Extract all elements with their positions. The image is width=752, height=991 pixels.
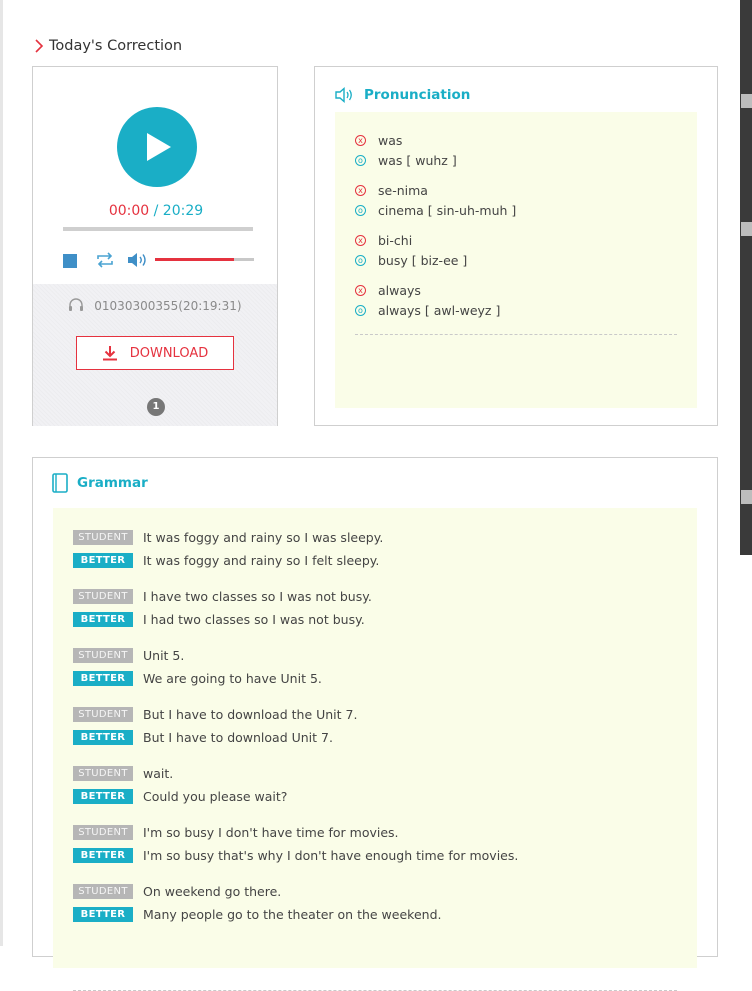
better-badge: BETTER — [73, 671, 133, 686]
mispronounced-row — [355, 230, 677, 250]
mispronounced-word: always — [378, 282, 421, 298]
download-label: DOWNLOAD — [129, 345, 209, 361]
window-left-edge — [0, 0, 3, 946]
pronunciation-header — [334, 86, 470, 104]
better-sentence: We are going to have Unit 5. — [143, 671, 322, 686]
section-title — [33, 36, 182, 56]
student-badge: STUDENT — [73, 707, 133, 722]
mispronounced-word: was — [378, 132, 403, 148]
mispronounced-row — [355, 280, 677, 300]
grammar-item — [73, 644, 677, 690]
volume-slider-fill — [155, 258, 234, 261]
mispronounced-row — [355, 130, 677, 150]
better-sentence: Many people go to the theater on the weekend. — [143, 907, 442, 922]
better-sentence-row — [73, 785, 677, 808]
time-display — [33, 203, 279, 219]
divider — [355, 334, 677, 335]
grammar-panel — [32, 457, 718, 957]
correct-pronunciation: was [ wuhz ] — [378, 152, 457, 168]
student-sentence-row — [73, 526, 677, 549]
pronunciation-list-box — [335, 112, 697, 408]
grammar-item — [73, 821, 677, 867]
player-footer — [33, 284, 277, 426]
speaker-icon — [334, 86, 356, 104]
mispronounced-word: bi-chi — [378, 232, 413, 248]
student-sentence: On weekend go there. — [143, 884, 282, 899]
student-sentence-row — [73, 585, 677, 608]
better-badge: BETTER — [73, 553, 133, 568]
student-badge: STUDENT — [73, 530, 133, 545]
better-badge: BETTER — [73, 907, 133, 922]
background-window-strip — [740, 0, 752, 555]
student-sentence-row — [73, 703, 677, 726]
chevron-right-icon — [33, 38, 45, 54]
better-sentence: But I have to download Unit 7. — [143, 730, 333, 745]
pronunciation-item — [355, 280, 677, 320]
download-button[interactable] — [76, 336, 234, 370]
better-badge: BETTER — [73, 612, 133, 627]
current-time: 00:00 — [108, 203, 150, 219]
pronunciation-item — [355, 230, 677, 270]
grammar-item — [73, 703, 677, 749]
better-sentence-row — [73, 549, 677, 572]
grammar-item — [73, 762, 677, 808]
pronunciation-panel — [314, 66, 718, 426]
grammar-title: Grammar — [77, 475, 148, 491]
volume-slider[interactable] — [155, 258, 254, 261]
student-badge: STUDENT — [73, 589, 133, 604]
pronunciation-list — [355, 130, 677, 330]
stop-icon[interactable] — [62, 253, 78, 269]
student-sentence-row — [73, 762, 677, 785]
page-number-badge[interactable]: 1 — [147, 398, 165, 416]
grammar-item — [73, 585, 677, 631]
background-window-mark — [741, 490, 752, 504]
better-sentence: Could you please wait? — [143, 789, 288, 804]
student-sentence: wait. — [143, 766, 174, 781]
student-sentence: I have two classes so I was not busy. — [143, 589, 372, 604]
seek-bar[interactable] — [63, 227, 253, 231]
correct-pronunciation: always [ awl-weyz ] — [378, 302, 501, 318]
correct-pronunciation: busy [ biz-ee ] — [378, 252, 468, 268]
download-icon — [102, 345, 118, 361]
section-title-text: Today's Correction — [49, 38, 183, 54]
book-icon — [52, 473, 68, 493]
background-window-mark — [741, 222, 752, 236]
better-badge: BETTER — [73, 730, 133, 745]
audio-player — [32, 66, 278, 426]
correct-pronunciation-row — [355, 250, 677, 270]
correct-pronunciation-row — [355, 150, 677, 170]
better-sentence-row — [73, 667, 677, 690]
correct-mark-icon: o — [355, 255, 366, 266]
mispronounced-row — [355, 180, 677, 200]
correct-mark-icon: o — [355, 205, 366, 216]
grammar-item — [73, 880, 677, 926]
better-badge: BETTER — [73, 848, 133, 863]
student-badge: STUDENT — [73, 766, 133, 781]
volume-icon[interactable] — [127, 251, 149, 269]
grammar-list-box — [53, 508, 697, 968]
student-sentence-row — [73, 644, 677, 667]
grammar-list — [73, 526, 677, 939]
student-badge: STUDENT — [73, 884, 133, 899]
student-sentence: I'm so busy I don't have time for movies. — [143, 825, 399, 840]
better-sentence: It was foggy and rainy so I felt sleepy. — [143, 553, 380, 568]
better-badge: BETTER — [73, 789, 133, 804]
pronunciation-item — [355, 180, 677, 220]
correct-mark-icon: o — [355, 305, 366, 316]
grammar-item — [73, 526, 677, 572]
wrong-mark-icon: x — [355, 185, 366, 196]
pronunciation-title: Pronunciation — [364, 87, 471, 103]
better-sentence-row — [73, 844, 677, 867]
correct-pronunciation-row — [355, 200, 677, 220]
better-sentence: I'm so busy that's why I don't have enough time for movies. — [143, 848, 519, 863]
correct-mark-icon: o — [355, 155, 366, 166]
play-button[interactable] — [117, 107, 197, 187]
mispronounced-word: se-nima — [378, 182, 428, 198]
better-sentence: I had two classes so I was not busy. — [143, 612, 365, 627]
wrong-mark-icon: x — [355, 235, 366, 246]
headset-icon — [68, 298, 84, 313]
student-sentence: Unit 5. — [143, 648, 185, 663]
wrong-mark-icon: x — [355, 135, 366, 146]
better-sentence-row — [73, 903, 677, 926]
student-sentence-row — [73, 880, 677, 903]
better-sentence-row — [73, 726, 677, 749]
pronunciation-item — [355, 130, 677, 170]
background-window-mark — [741, 94, 752, 108]
correct-pronunciation-row — [355, 300, 677, 320]
student-sentence: But I have to download the Unit 7. — [143, 707, 358, 722]
correct-pronunciation: cinema [ sin-uh-muh ] — [378, 202, 517, 218]
student-sentence: It was foggy and rainy so I was sleepy. — [143, 530, 384, 545]
student-sentence-row — [73, 821, 677, 844]
grammar-header — [52, 473, 148, 493]
repeat-icon[interactable] — [95, 252, 115, 268]
total-time: / 20:29 — [153, 203, 204, 219]
wrong-mark-icon: x — [355, 285, 366, 296]
play-icon — [145, 133, 173, 161]
student-badge: STUDENT — [73, 825, 133, 840]
student-badge: STUDENT — [73, 648, 133, 663]
call-record-text: 01030300355(20:19:31) — [94, 299, 242, 313]
better-sentence-row — [73, 608, 677, 631]
call-record — [33, 298, 277, 313]
